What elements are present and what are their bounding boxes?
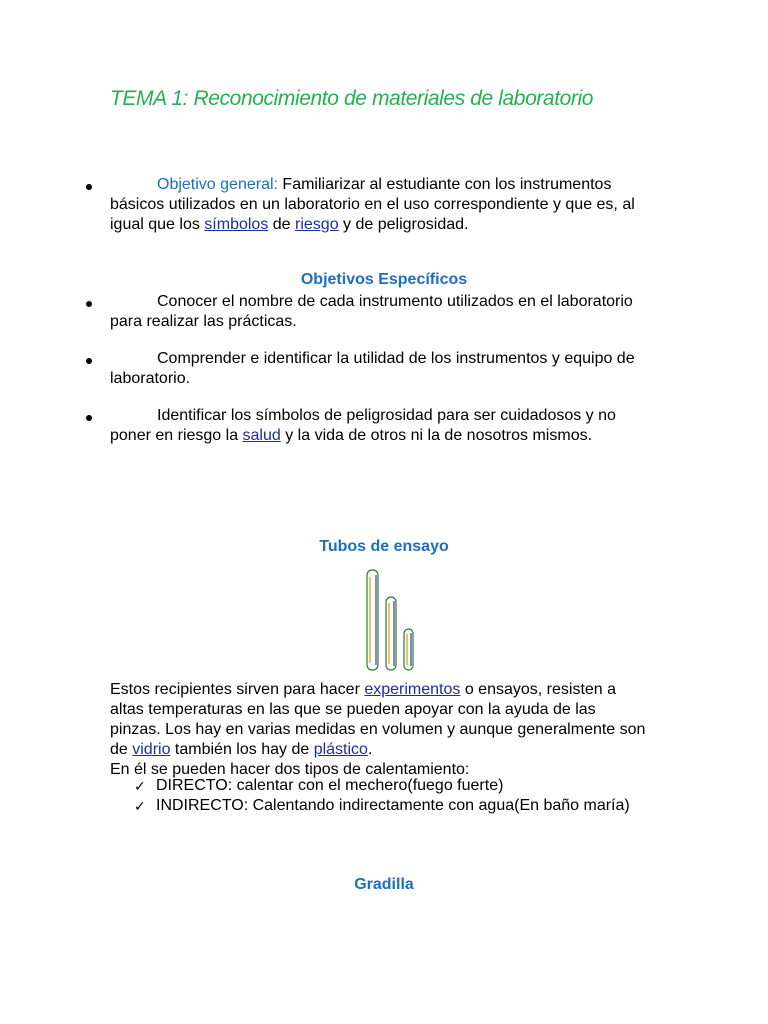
bullet-icon [86, 184, 92, 190]
objetivo-general-label: Objetivo general: [157, 176, 278, 193]
link-experimentos[interactable]: experimentos [364, 681, 461, 698]
objetivos-especificos-heading: Objetivos Específicos [300, 271, 468, 288]
test-tube-large [367, 570, 378, 670]
checkmark-icon: ✓ [134, 778, 146, 794]
document-page: TEMA 1: Reconocimiento de materiales de laboratorio Objetivo general: Familiarizar al estudiante con los instrumentos básicos utilizados en un laboratorio en el uso correspondiente y que es, al igual que los símbolos de riesgo y de peligrosidad. Objetivos Específicos Conocer el nombre de cada instrumento utilizados en el laboratorio para realizar las prácticas. Comprender e identificar la utilidad de los instrumentos y equipo de laboratorio. Identificar los símbolos de peligrosidad para ser cuidadosos y no poner en riesgo la salud y la vida de otros ni la de nosotros mismos. Tubos de ensayo Estos recipientes sirven para hacer experimentos o ensayos, resisten a altas temperaturas en las que se pueden apoyar con la ayuda de las pinzas. Los hay en varias medidas en volumen y aunque generalmente son de vidrio también los hay de plástico. En él se pueden hacer dos tipos de calentamiento: ✓ DIRECTO: calentar con el mechero(fuego fuerte) ✓ INDIRECTO: Calentando indirectamente con agua(En baño maría) Gradilla [0, 0, 768, 1024]
gradilla-heading: Gradilla [354, 876, 414, 893]
test-tube-medium [386, 597, 396, 670]
tubos-de-ensayo-heading: Tubos de ensayo [319, 538, 449, 555]
bullet-icon [86, 301, 92, 307]
objetivo-general-text: Objetivo general: Familiarizar al estudiante con los instrumentos básicos utilizados en un laboratorio en el uso correspondiente y que es, al igual que los símbolos de riesgo y de peligrosidad. [110, 176, 635, 233]
checkmark-icon: ✓ [134, 798, 146, 814]
link-simbolos[interactable]: símbolos [204, 216, 269, 233]
bullet-icon [86, 415, 92, 421]
calentamiento-list [110, 776, 650, 816]
tubos-description: Estos recipientes sirven para hacer experimentos o ensayos, resisten a altas temperaturas en las que se pueden apoyar con la ayuda de las pinzas. Los hay en varias medidas en volumen y aunque generalmente son de vidrio también los hay de plástico. En él se pueden hacer dos tipos de calentamiento: [110, 681, 646, 778]
test-tubes-image [360, 567, 420, 673]
link-riesgo[interactable]: riesgo [295, 216, 339, 233]
test-tube-small [404, 629, 413, 670]
bullet-icon [86, 358, 92, 364]
link-vidrio[interactable]: vidrio [132, 741, 171, 758]
check-item-indirecto: ✓ INDIRECTO: Calentando indirectamente con agua(En baño maría) [134, 797, 630, 814]
check-item-directo: ✓ DIRECTO: calentar con el mechero(fuego fuerte) [134, 777, 504, 794]
page-title: TEMA 1: Reconocimiento de materiales de laboratorio [110, 87, 594, 110]
link-plastico[interactable]: plástico [313, 741, 368, 758]
link-salud[interactable]: salud [242, 427, 281, 444]
